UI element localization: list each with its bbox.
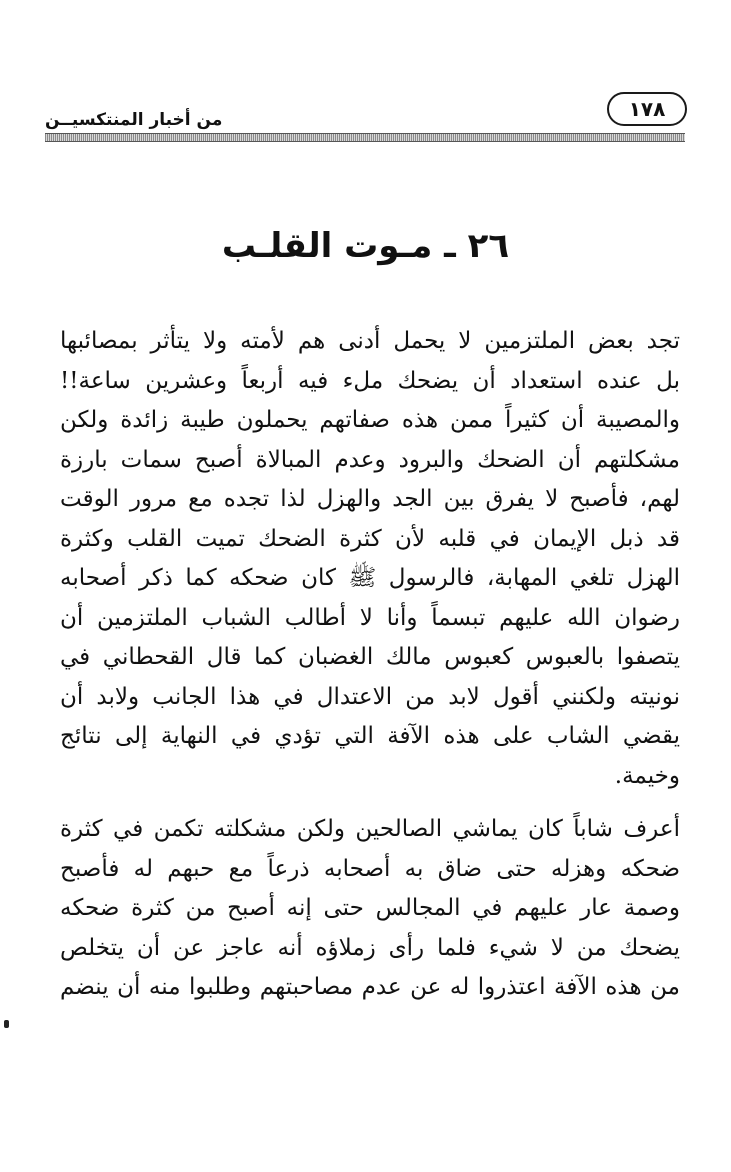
text-line: أعرف شاباً كان يماشي الصالحين ولكن مشكلته تكمن في كثرة — [60, 816, 680, 842]
text-line: يتصفوا بالعبوس كعبوس مالك الغضبان كما قال القحطاني في — [60, 644, 680, 670]
text-line: مشكلتهم أن الضحك والبرود وعدم المبالاة أصبح سمات بارزة — [60, 446, 680, 473]
text-line: رضوان الله عليهم تبسماً وأنا لا أطالب الشباب الملتزمين أن — [60, 604, 680, 631]
text-line: ضحكه وهزله حتى ضاق به أصحابه ذرعاً مع حبهم له فأصبح — [60, 855, 680, 882]
text-line: من هذه الآفة اعتذروا له عن عدم مصاحبتهم وطلبوا منه أن ينضم — [60, 974, 680, 1000]
text-line: لهم، فأصبح لا يفرق بين الجد والهزل لذا تجده مع مرور الوقت — [60, 486, 680, 512]
running-title: من أخبار المنتكسيــن — [45, 110, 223, 130]
text-line: الهزل تلغي المهابة، فالرسول ﷺ كان ضحكه كما ذكر أصحابه — [60, 565, 680, 591]
text-line: نونيته ولكنني أقول لابد من الاعتدال في هذا الجانب ولابد أن — [60, 683, 680, 710]
text-line: تجد بعض الملتزمين لا يحمل أدنى هم لأمته ولا يتأثر بمصائبها — [60, 328, 680, 354]
paragraph-1 — [60, 322, 680, 796]
text-line: يقضي الشاب على هذه الآفة التي تؤدي في النهاية إلى نتائج — [60, 723, 680, 749]
header-divider — [45, 133, 685, 142]
running-header — [45, 92, 685, 142]
text-line: والمصيبة أن كثيراً ممن هذه صفاتهم يحملون طيبة زائدة ولكن — [60, 407, 680, 433]
text-line: وصمة عار عليهم في المجالس حتى إنه أصبح من كثرة ضحكه — [60, 895, 680, 921]
text-line: بل عنده استعداد أن يضحك ملء فيه أربعاً وعشرين ساعة!! — [60, 367, 680, 394]
body-text — [60, 322, 680, 1008]
chapter-title: ٢٦ ـ مـوت القلـب — [221, 226, 510, 266]
paragraph-2 — [60, 810, 680, 1008]
scan-mark — [4, 1020, 9, 1028]
page-number: ١٧٨ — [607, 92, 687, 126]
text-line: يضحك من لا شيء فلما رأى زملاؤه أنه عاجز عن أن يتخلص — [60, 934, 680, 961]
text-line: وخيمة. — [614, 762, 680, 789]
text-line: قد ذبل الإيمان في قلبه لأن كثرة الضحك تميت القلب وكثرة — [60, 525, 680, 552]
